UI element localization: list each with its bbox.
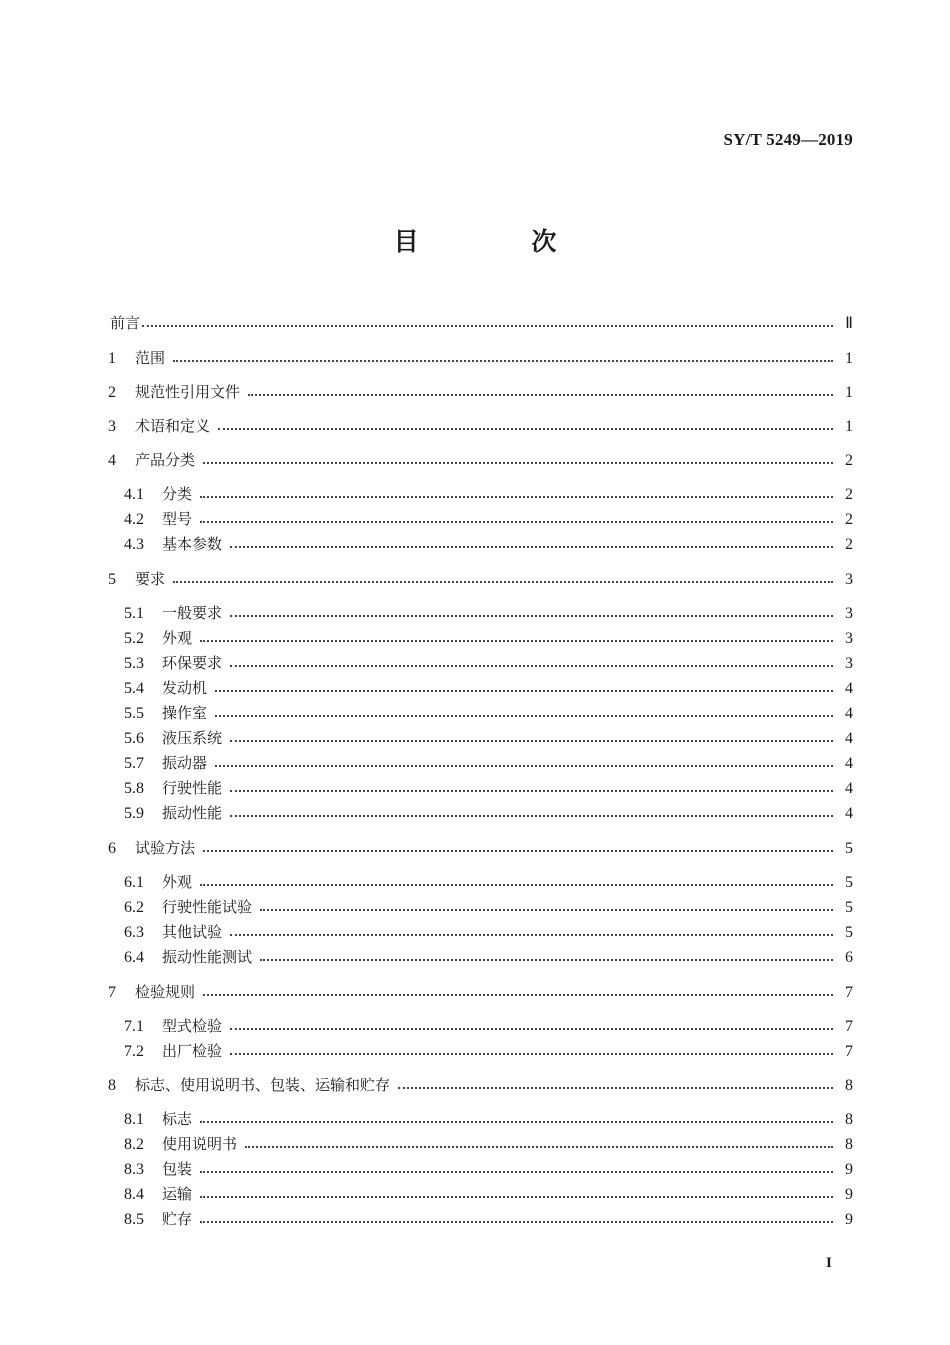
toc-leader-dots <box>215 690 833 692</box>
toc-entry[interactable] <box>124 777 853 799</box>
toc-entry-number: 7.1 <box>124 1018 144 1035</box>
toc-entry-page: 8 <box>845 1077 853 1094</box>
toc-entry-page: 8 <box>845 1111 853 1128</box>
toc-entry[interactable] <box>124 602 853 624</box>
toc-entry[interactable] <box>108 1074 853 1096</box>
toc-leader-dots <box>142 325 833 327</box>
toc-leader-dots <box>230 615 833 617</box>
toc-entry[interactable] <box>124 508 853 530</box>
toc-entry-page: 1 <box>845 384 853 401</box>
toc-leader-dots <box>245 1146 833 1148</box>
toc-entry-page: 3 <box>845 605 853 622</box>
toc-entry-page: 3 <box>845 571 853 588</box>
toc-leader-dots <box>215 715 833 717</box>
toc-entry[interactable] <box>108 449 853 471</box>
toc-entry-label: 运输 <box>162 1185 193 1203</box>
toc-leader-dots <box>203 462 833 464</box>
toc-entry-page: 4 <box>845 805 853 822</box>
toc-entry-number: 8.5 <box>124 1211 144 1228</box>
toc-entry-label: 其他试验 <box>162 923 223 941</box>
toc-entry-number: 5.3 <box>124 655 144 672</box>
toc-entry-number: 5 <box>108 571 116 588</box>
toc-entry-label: 术语和定义 <box>135 417 211 435</box>
toc-leader-dots <box>230 790 833 792</box>
toc-entry-label: 产品分类 <box>135 451 196 469</box>
toc-entry[interactable] <box>108 981 853 1003</box>
toc-entry-label: 要求 <box>135 570 166 588</box>
toc-entry-label: 范围 <box>135 349 166 367</box>
toc-entry-label: 型号 <box>162 510 193 528</box>
toc-entry-label: 外观 <box>162 873 193 891</box>
toc-entry-number: 4.1 <box>124 486 144 503</box>
toc-leader-dots <box>200 496 833 498</box>
toc-leader-dots <box>230 815 833 817</box>
toc-entry-page: 2 <box>845 536 853 553</box>
toc-entry-label: 贮存 <box>162 1210 193 1228</box>
toc-entry[interactable] <box>124 1040 853 1062</box>
toc-entry-number: 5.9 <box>124 805 144 822</box>
toc-entry[interactable] <box>108 347 853 369</box>
toc-entry[interactable] <box>124 752 853 774</box>
toc-entry-number: 5.1 <box>124 605 144 622</box>
toc-entry[interactable] <box>124 871 853 893</box>
toc-entry[interactable] <box>124 802 853 824</box>
toc-entry-number: 5.4 <box>124 680 144 697</box>
toc-entry-number: 2 <box>108 384 116 401</box>
toc-entry[interactable] <box>108 381 853 403</box>
toc-entry-page: 7 <box>845 984 853 1001</box>
toc-entry-page: 2 <box>845 452 853 469</box>
toc-entry-page: 3 <box>845 630 853 647</box>
toc-leader-dots <box>200 640 833 642</box>
toc-entry[interactable] <box>124 896 853 918</box>
toc-leader-dots <box>230 934 833 936</box>
toc-leader-dots <box>398 1087 833 1089</box>
toc-entry[interactable] <box>124 1015 853 1037</box>
toc-entry[interactable] <box>108 415 853 437</box>
toc-leader-dots <box>203 850 833 852</box>
toc-entry-label: 包装 <box>162 1160 193 1178</box>
toc-entry-label: 行驶性能试验 <box>162 898 253 916</box>
toc-entry-page: 4 <box>845 730 853 747</box>
toc-entry[interactable] <box>124 483 853 505</box>
toc-entry-label: 试验方法 <box>135 839 196 857</box>
toc-entry-number: 6.3 <box>124 924 144 941</box>
toc-leader-dots <box>260 959 833 961</box>
toc-leader-dots <box>248 394 833 396</box>
toc-entry-page: 4 <box>845 680 853 697</box>
toc-entry-label: 使用说明书 <box>162 1135 238 1153</box>
toc-entry[interactable] <box>110 312 853 334</box>
toc-entry-number: 7.2 <box>124 1043 144 1060</box>
toc-entry-number: 8.4 <box>124 1186 144 1203</box>
toc-entry[interactable] <box>124 1208 853 1230</box>
toc-entry-label: 分类 <box>162 485 193 503</box>
toc-leader-dots <box>230 1053 833 1055</box>
toc-entry-page: 5 <box>845 924 853 941</box>
toc-entry[interactable] <box>124 1108 853 1130</box>
toc-entry-number: 4 <box>108 452 116 469</box>
toc-entry-label: 规范性引用文件 <box>135 383 241 401</box>
toc-entry[interactable] <box>124 677 853 699</box>
toc-entry-page: 5 <box>845 840 853 857</box>
toc-entry-page: 9 <box>845 1186 853 1203</box>
toc-entry-page: 7 <box>845 1018 853 1035</box>
toc-entry-number: 5.8 <box>124 780 144 797</box>
toc-entry-number: 5.7 <box>124 755 144 772</box>
toc-entry-label: 行驶性能 <box>162 779 223 797</box>
toc-entry[interactable] <box>124 1183 853 1205</box>
toc-entry-page: 5 <box>845 899 853 916</box>
toc-entry[interactable] <box>124 652 853 674</box>
toc-entry-number: 3 <box>108 418 116 435</box>
toc-entry-label: 环保要求 <box>162 654 223 672</box>
toc-entry-number: 5.5 <box>124 705 144 722</box>
standard-code: SY/T 5249—2019 <box>723 130 853 149</box>
toc-leader-dots <box>200 1196 833 1198</box>
toc-leader-dots <box>230 1028 833 1030</box>
toc-leader-dots <box>173 581 833 583</box>
toc-entry-label: 操作室 <box>162 704 208 722</box>
toc-entry-label: 振动性能测试 <box>162 948 253 966</box>
toc-entry[interactable] <box>108 568 853 590</box>
toc-entry-number: 5.2 <box>124 630 144 647</box>
toc-entry-number: 8.1 <box>124 1111 144 1128</box>
toc-entry-label: 标志、使用说明书、包装、运输和贮存 <box>135 1076 391 1094</box>
toc-entry-page: 1 <box>845 418 853 435</box>
toc-leader-dots <box>230 665 833 667</box>
toc-entry-page: 2 <box>845 511 853 528</box>
toc-entry-label: 前言 <box>110 314 141 332</box>
toc-leader-dots <box>230 546 833 548</box>
toc-entry-page: 7 <box>845 1043 853 1060</box>
toc-entry-label: 出厂检验 <box>162 1042 223 1060</box>
toc-leader-dots <box>200 1171 833 1173</box>
toc-entry-number: 7 <box>108 984 116 1001</box>
toc-leader-dots <box>200 1221 833 1223</box>
toc-entry[interactable] <box>124 1133 853 1155</box>
toc-entry-label: 发动机 <box>162 679 208 697</box>
toc-entry-page: 2 <box>845 486 853 503</box>
toc-entry-label: 振动器 <box>162 754 208 772</box>
toc-entry-label: 标志 <box>162 1110 193 1128</box>
toc-entry-label: 振动性能 <box>162 804 223 822</box>
toc-entry-label: 型式检验 <box>162 1017 223 1035</box>
toc-leader-dots <box>173 360 833 362</box>
toc-entry[interactable] <box>124 702 853 724</box>
toc-entry-number: 6 <box>108 840 116 857</box>
toc-entry-label: 一般要求 <box>162 604 223 622</box>
toc-entry-page: 9 <box>845 1211 853 1228</box>
toc-entry-page: 4 <box>845 780 853 797</box>
toc-entry-number: 1 <box>108 350 116 367</box>
toc-leader-dots <box>230 740 833 742</box>
toc-entry[interactable] <box>124 921 853 943</box>
toc-entry-page: 4 <box>845 755 853 772</box>
toc-leader-dots <box>260 909 833 911</box>
toc-entry-page: 6 <box>845 949 853 966</box>
toc-entry[interactable] <box>124 533 853 555</box>
toc-entry-number: 5.6 <box>124 730 144 747</box>
toc-entry-page: 8 <box>845 1136 853 1153</box>
toc-entry-page: Ⅱ <box>845 315 853 332</box>
toc-entry[interactable] <box>124 1158 853 1180</box>
page-title: 目 次 <box>393 227 609 256</box>
toc-entry-number: 4.2 <box>124 511 144 528</box>
toc-leader-dots <box>200 884 833 886</box>
toc-entry-page: 1 <box>845 350 853 367</box>
toc-entry-page: 5 <box>845 874 853 891</box>
toc-entry-label: 液压系统 <box>162 729 223 747</box>
toc-entry-page: 9 <box>845 1161 853 1178</box>
toc-entry-label: 基本参数 <box>162 535 223 553</box>
toc-entry-label: 外观 <box>162 629 193 647</box>
toc-entry-number: 8.3 <box>124 1161 144 1178</box>
toc-entry[interactable] <box>124 627 853 649</box>
toc-leader-dots <box>218 428 833 430</box>
toc-entry-number: 8 <box>108 1077 116 1094</box>
toc-entry-number: 6.4 <box>124 949 144 966</box>
toc-entry[interactable] <box>124 727 853 749</box>
toc-leader-dots <box>215 765 833 767</box>
toc-entry-number: 6.1 <box>124 874 144 891</box>
toc-entry-page: 3 <box>845 655 853 672</box>
toc-leader-dots <box>203 994 833 996</box>
toc-entry-number: 6.2 <box>124 899 144 916</box>
toc-entry-number: 8.2 <box>124 1136 144 1153</box>
toc-leader-dots <box>200 521 833 523</box>
toc-entry-number: 4.3 <box>124 536 144 553</box>
page-number: I <box>826 1255 832 1271</box>
toc-entry-label: 检验规则 <box>135 983 196 1001</box>
toc-entry-page: 4 <box>845 705 853 722</box>
toc-entry[interactable] <box>124 946 853 968</box>
toc-leader-dots <box>200 1121 833 1123</box>
toc-entry[interactable] <box>108 837 853 859</box>
